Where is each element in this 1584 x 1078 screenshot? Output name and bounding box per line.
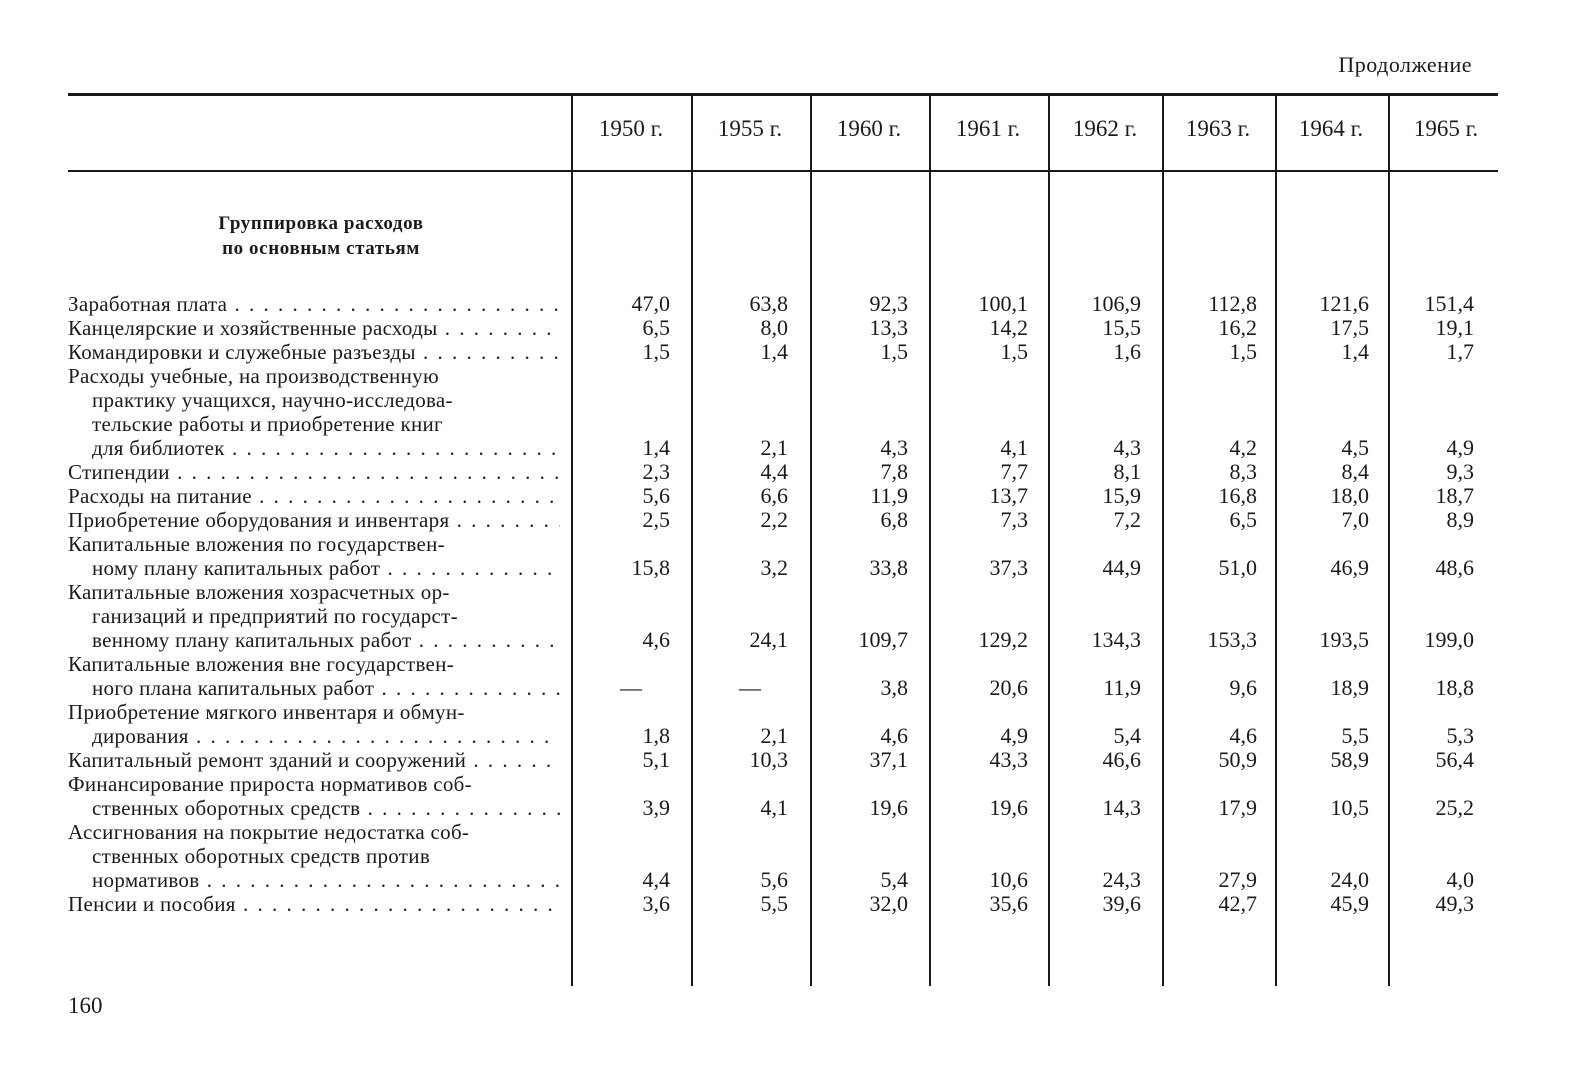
section-title-line: по основным статьям	[222, 238, 420, 259]
table-cell: 63,8	[749, 291, 788, 316]
table-cell: 4,9	[1446, 435, 1474, 460]
table-cell: 5,4	[880, 867, 908, 892]
row-label	[68, 340, 560, 364]
table-cell: 15,9	[1102, 483, 1141, 508]
table-cell: 56,4	[1435, 747, 1474, 772]
table-cell: 4,6	[642, 627, 670, 652]
table-cell: 193,5	[1319, 627, 1369, 652]
table-cell: 6,6	[760, 483, 788, 508]
table-cell: 5,6	[642, 483, 670, 508]
table-cell: 33,8	[869, 555, 908, 580]
column-divider	[691, 96, 693, 986]
table-cell: 1,5	[1229, 339, 1257, 364]
table-cell: 27,9	[1218, 867, 1257, 892]
table-cell: 2,1	[760, 723, 788, 748]
table-cell: 10,3	[749, 747, 788, 772]
row-label	[68, 820, 560, 892]
table-cell: 8,4	[1341, 459, 1369, 484]
column-divider	[1162, 96, 1164, 986]
table-cell: 134,3	[1091, 627, 1141, 652]
table-cell: 50,9	[1218, 747, 1257, 772]
row-label	[68, 700, 560, 748]
row-label-line: Командировки и служебные разъезды . . .	[68, 340, 560, 364]
table-cell: 45,9	[1330, 891, 1369, 916]
table-cell: 16,8	[1218, 483, 1257, 508]
table-cell: 11,9	[1103, 675, 1141, 700]
table-cell: 10,5	[1330, 795, 1369, 820]
table-cell: 2,3	[642, 459, 670, 484]
column-divider	[1048, 96, 1050, 986]
table-cell: 5,6	[760, 867, 788, 892]
row-label	[68, 484, 560, 508]
table-cell: 92,3	[869, 291, 908, 316]
table-cell: 4,1	[1000, 435, 1028, 460]
table-top-rule	[68, 93, 1498, 96]
table-cell: 1,5	[880, 339, 908, 364]
section-title-line: Группировка расходов	[218, 213, 424, 234]
table-cell: 2,1	[760, 435, 788, 460]
column-divider	[1275, 96, 1277, 986]
row-label-line: нормативов . . .	[68, 868, 560, 892]
row-label-line: практику учащихся, научно-исследова-	[92, 388, 453, 412]
table-cell: 3,2	[760, 555, 788, 580]
table-cell: 4,0	[1446, 867, 1474, 892]
table-cell: 4,6	[1229, 723, 1257, 748]
row-label	[68, 892, 560, 916]
table-header-rule	[68, 170, 1498, 172]
row-label-line: Заработная плата . . .	[68, 292, 560, 316]
row-label-line: Капитальный ремонт зданий и сооружений . . .	[68, 748, 560, 772]
table-cell: 4,4	[642, 867, 670, 892]
table-cell: 5,1	[642, 747, 670, 772]
table-cell: 49,3	[1435, 891, 1474, 916]
table-cell: 2,2	[760, 507, 788, 532]
table-cell: 10,6	[989, 867, 1028, 892]
table-cell: 48,6	[1435, 555, 1474, 580]
table-cell: 47,0	[631, 291, 670, 316]
row-label-line: тельские работы и приобретение книг	[92, 412, 443, 436]
row-label-line: Приобретение оборудования и инвентаря . . .	[68, 508, 560, 532]
table-cell: 121,6	[1319, 291, 1369, 316]
column-header-year: 1962 г.	[1072, 116, 1138, 141]
table-cell: 19,1	[1435, 315, 1474, 340]
table-cell: 1,5	[642, 339, 670, 364]
row-label-line: Приобретение мягкого инвентаря и обмун-	[68, 700, 465, 724]
section-title	[166, 211, 476, 261]
table-cell: 24,3	[1102, 867, 1141, 892]
table-cell: 39,6	[1102, 891, 1141, 916]
row-label	[68, 292, 560, 316]
row-label-line: Капитальные вложения вне государствен-	[68, 652, 455, 676]
row-label-line: ного плана капитальных работ . . .	[68, 676, 560, 700]
table-cell: 1,5	[1000, 339, 1028, 364]
row-label	[68, 532, 560, 580]
column-header-year: 1963 г.	[1185, 116, 1251, 141]
table-cell: 7,0	[1341, 507, 1369, 532]
table-cell: 35,6	[989, 891, 1028, 916]
table-cell: 37,3	[989, 555, 1028, 580]
table-cell: 5,5	[1341, 723, 1369, 748]
table-cell: 7,8	[880, 459, 908, 484]
table-cell: 18,8	[1435, 675, 1474, 700]
row-label	[68, 580, 560, 652]
table-cell: —	[620, 675, 642, 700]
table-cell: 51,0	[1218, 555, 1257, 580]
table-cell: 153,3	[1207, 627, 1257, 652]
row-label	[68, 508, 560, 532]
table-cell: 2,5	[642, 507, 670, 532]
row-label-line: дирования . . .	[68, 724, 560, 748]
table-cell: 4,9	[1000, 723, 1028, 748]
table-cell: 5,3	[1446, 723, 1474, 748]
column-header-year: 1955 г.	[717, 116, 783, 141]
table-cell: 4,1	[760, 795, 788, 820]
table-cell: 6,8	[880, 507, 908, 532]
table-cell: 20,6	[989, 675, 1028, 700]
table-cell: 6,5	[1229, 507, 1257, 532]
row-label-line: Стипендии . . .	[68, 460, 560, 484]
row-label-line: Капитальные вложения хозрасчетных ор-	[68, 580, 450, 604]
table-cell: 19,6	[869, 795, 908, 820]
row-label	[68, 652, 560, 700]
table-cell: 32,0	[869, 891, 908, 916]
table-cell: 3,8	[880, 675, 908, 700]
table-cell: 42,7	[1218, 891, 1257, 916]
table-cell: 1,7	[1446, 339, 1474, 364]
continuation-label: Продолжение	[1338, 52, 1472, 77]
table-cell: 129,2	[978, 627, 1028, 652]
table-cell: 3,6	[642, 891, 670, 916]
table-cell: 15,8	[631, 555, 670, 580]
table-cell: 1,8	[642, 723, 670, 748]
table-cell: 17,9	[1218, 795, 1257, 820]
table-cell: 58,9	[1330, 747, 1369, 772]
table-cell: 15,5	[1102, 315, 1141, 340]
row-label-line: Расходы учебные, на производственную	[68, 364, 439, 388]
table-cell: 112,8	[1208, 291, 1257, 316]
table-cell: 5,4	[1113, 723, 1141, 748]
table-cell: 100,1	[978, 291, 1028, 316]
table-cell: 5,5	[760, 891, 788, 916]
row-label-line: ственных оборотных средств . . .	[68, 796, 560, 820]
table-cell: 37,1	[869, 747, 908, 772]
table-cell: 24,0	[1330, 867, 1369, 892]
table-cell: 1,4	[760, 339, 788, 364]
page-number: 160	[68, 993, 103, 1018]
table-cell: 46,9	[1330, 555, 1369, 580]
table-cell: 8,1	[1113, 459, 1141, 484]
row-label-line: Ассигнования на покрытие недостатка соб-	[68, 820, 470, 844]
row-label	[68, 460, 560, 484]
table-cell: 1,4	[1341, 339, 1369, 364]
table-cell: 9,3	[1446, 459, 1474, 484]
table-cell: 199,0	[1424, 627, 1474, 652]
table-cell: 4,6	[880, 723, 908, 748]
row-label-line: ственных оборотных средств против	[92, 844, 431, 868]
table-cell: 4,3	[880, 435, 908, 460]
table-cell: 7,7	[1000, 459, 1028, 484]
column-header-year: 1961 г.	[955, 116, 1021, 141]
table-cell: 3,9	[642, 795, 670, 820]
table-cell: 8,0	[760, 315, 788, 340]
row-label	[68, 316, 560, 340]
table-cell: 9,6	[1229, 675, 1257, 700]
table-cell: 19,6	[989, 795, 1028, 820]
table-cell: 6,5	[642, 315, 670, 340]
row-label	[68, 748, 560, 772]
column-divider	[571, 96, 573, 986]
column-divider	[929, 96, 931, 986]
row-label	[68, 772, 560, 820]
table-cell: 18,7	[1435, 483, 1474, 508]
table-cell: 4,3	[1113, 435, 1141, 460]
table-cell: 17,5	[1330, 315, 1369, 340]
row-label-line: Расходы на питание . . .	[68, 484, 560, 508]
row-label-line: ному плану капитальных работ . . .	[68, 556, 560, 580]
row-label-line: Пенсии и пособия . . .	[68, 892, 560, 916]
table-cell: 1,6	[1113, 339, 1141, 364]
table-cell: 43,3	[989, 747, 1028, 772]
row-label-line: Финансирование прироста нормативов соб-	[68, 772, 472, 796]
column-divider	[1388, 96, 1390, 986]
table-cell: 4,5	[1341, 435, 1369, 460]
table-cell: 4,2	[1229, 435, 1257, 460]
column-header-year: 1960 г.	[836, 116, 902, 141]
row-label	[68, 364, 560, 460]
table-cell: 44,9	[1102, 555, 1141, 580]
table-cell: 109,7	[858, 627, 908, 652]
table-cell: 4,4	[760, 459, 788, 484]
table-cell: 11,9	[870, 483, 908, 508]
row-label-line: венному плану капитальных работ . . .	[68, 628, 560, 652]
column-header-year: 1965 г.	[1413, 116, 1479, 141]
table-cell: 14,2	[989, 315, 1028, 340]
table-cell: 13,3	[869, 315, 908, 340]
column-divider	[810, 96, 812, 986]
table-cell: 18,0	[1330, 483, 1369, 508]
row-label-line: для библиотек . . .	[68, 436, 560, 460]
table-cell: 25,2	[1435, 795, 1474, 820]
table-cell: 8,9	[1446, 507, 1474, 532]
row-label-line: ганизаций и предприятий по государст-	[92, 604, 458, 628]
table-cell: —	[739, 675, 761, 700]
table-cell: 14,3	[1102, 795, 1141, 820]
row-label-line: Канцелярские и хозяйственные расходы . . .	[68, 316, 560, 340]
table-cell: 46,6	[1102, 747, 1141, 772]
table-cell: 16,2	[1218, 315, 1257, 340]
table-cell: 151,4	[1424, 291, 1474, 316]
table-cell: 106,9	[1091, 291, 1141, 316]
column-header-year: 1950 г.	[598, 116, 664, 141]
table-cell: 24,1	[749, 627, 788, 652]
table-cell: 7,3	[1000, 507, 1028, 532]
table-cell: 8,3	[1229, 459, 1257, 484]
table-cell: 13,7	[989, 483, 1028, 508]
table-cell: 18,9	[1330, 675, 1369, 700]
row-label-line: Капитальные вложения по государствен-	[68, 532, 445, 556]
table-cell: 7,2	[1113, 507, 1141, 532]
table-cell: 1,4	[642, 435, 670, 460]
column-header-year: 1964 г.	[1298, 116, 1364, 141]
